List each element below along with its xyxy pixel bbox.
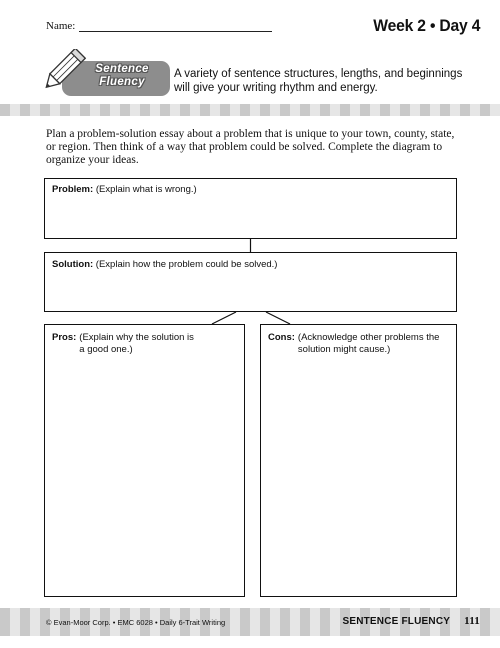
problem-box[interactable] xyxy=(44,178,457,239)
solution-pros-connector xyxy=(212,312,236,324)
instructions-text: Plan a problem-solution essay about a problem that is unique to your town, county, state, or region. Then think of a way that problem could be solved. Complete the diagram to organize your ideas. xyxy=(46,128,455,166)
pros-label: Pros: xyxy=(52,332,77,343)
problem-instruction: (Explain what is wrong.) xyxy=(95,184,197,195)
solution-label: Solution: xyxy=(52,259,94,270)
solution-prompt xyxy=(52,259,277,271)
solution-cons-connector xyxy=(266,312,290,324)
pros-instruction: (Explain why the solution is a good one.) xyxy=(79,332,194,355)
badge-title-line2: Fluency xyxy=(99,76,145,88)
pros-prompt xyxy=(52,332,238,356)
badge-title-line1: Sentence xyxy=(95,63,149,75)
footer-section xyxy=(342,615,480,627)
cons-label: Cons: xyxy=(268,332,295,343)
page-number: 111 xyxy=(464,615,480,627)
solution-box[interactable] xyxy=(44,252,457,312)
footer-copyright: © Evan-Moor Corp. • EMC 6028 • Daily 6-Trait Writing xyxy=(46,618,226,627)
name-label: Name: xyxy=(46,20,76,32)
solution-instruction: (Explain how the problem could be solved.) xyxy=(95,259,278,270)
week-day-heading: Week 2 • Day 4 xyxy=(373,16,480,35)
cons-instruction: (Acknowledge other problems the solution might cause.) xyxy=(297,332,440,355)
pros-box[interactable] xyxy=(44,324,245,597)
cons-box[interactable] xyxy=(260,324,457,597)
problem-label: Problem: xyxy=(52,184,94,195)
cons-prompt xyxy=(268,332,454,356)
intro-text: A variety of sentence structures, lengths, and beginnings will give your writing rhythm and energy. xyxy=(174,68,463,94)
footer-section-title: SENTENCE FLUENCY xyxy=(342,616,451,627)
problem-prompt xyxy=(52,184,197,196)
